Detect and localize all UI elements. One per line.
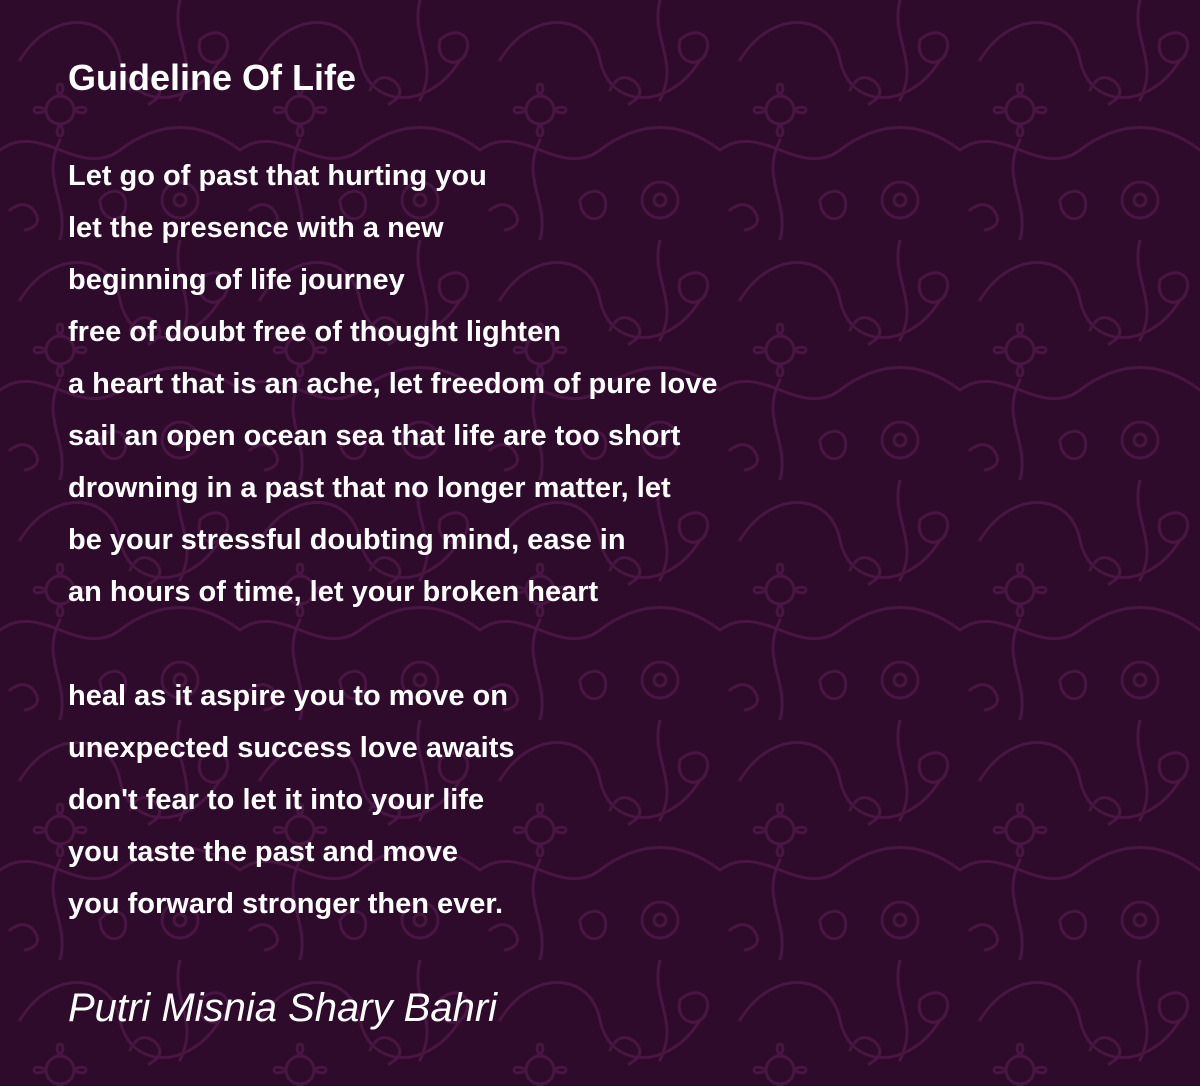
poem-line: be your stressful doubting mind, ease in xyxy=(68,524,626,556)
poem-line: you taste the past and move xyxy=(68,836,458,868)
poem-line: a heart that is an ache, let freedom of pure love xyxy=(68,368,718,400)
poem-line: an hours of time, let your broken heart xyxy=(68,576,599,608)
poem-line: beginning of life journey xyxy=(68,264,405,296)
poem-line: sail an open ocean sea that life are too short xyxy=(68,420,681,452)
poem-line: Let go of past that hurting you xyxy=(68,160,487,192)
poem-line: free of doubt free of thought lighten xyxy=(68,316,561,348)
poem-line: heal as it aspire you to move on xyxy=(68,680,508,712)
poem-stanza-1 xyxy=(68,150,717,618)
poem-line: don't fear to let it into your life xyxy=(68,784,485,816)
poem-line: you forward stronger then ever. xyxy=(68,888,504,920)
poem-line: let the presence with a new xyxy=(68,212,444,244)
poem-line: unexpected success love awaits xyxy=(68,732,515,764)
poem-author: Putri Misnia Shary Bahri xyxy=(68,986,498,1030)
poem-line: drowning in a past that no longer matter, let xyxy=(68,472,671,504)
poem-title: Guideline Of Life xyxy=(68,57,357,98)
poem-stanza-2 xyxy=(68,670,515,930)
